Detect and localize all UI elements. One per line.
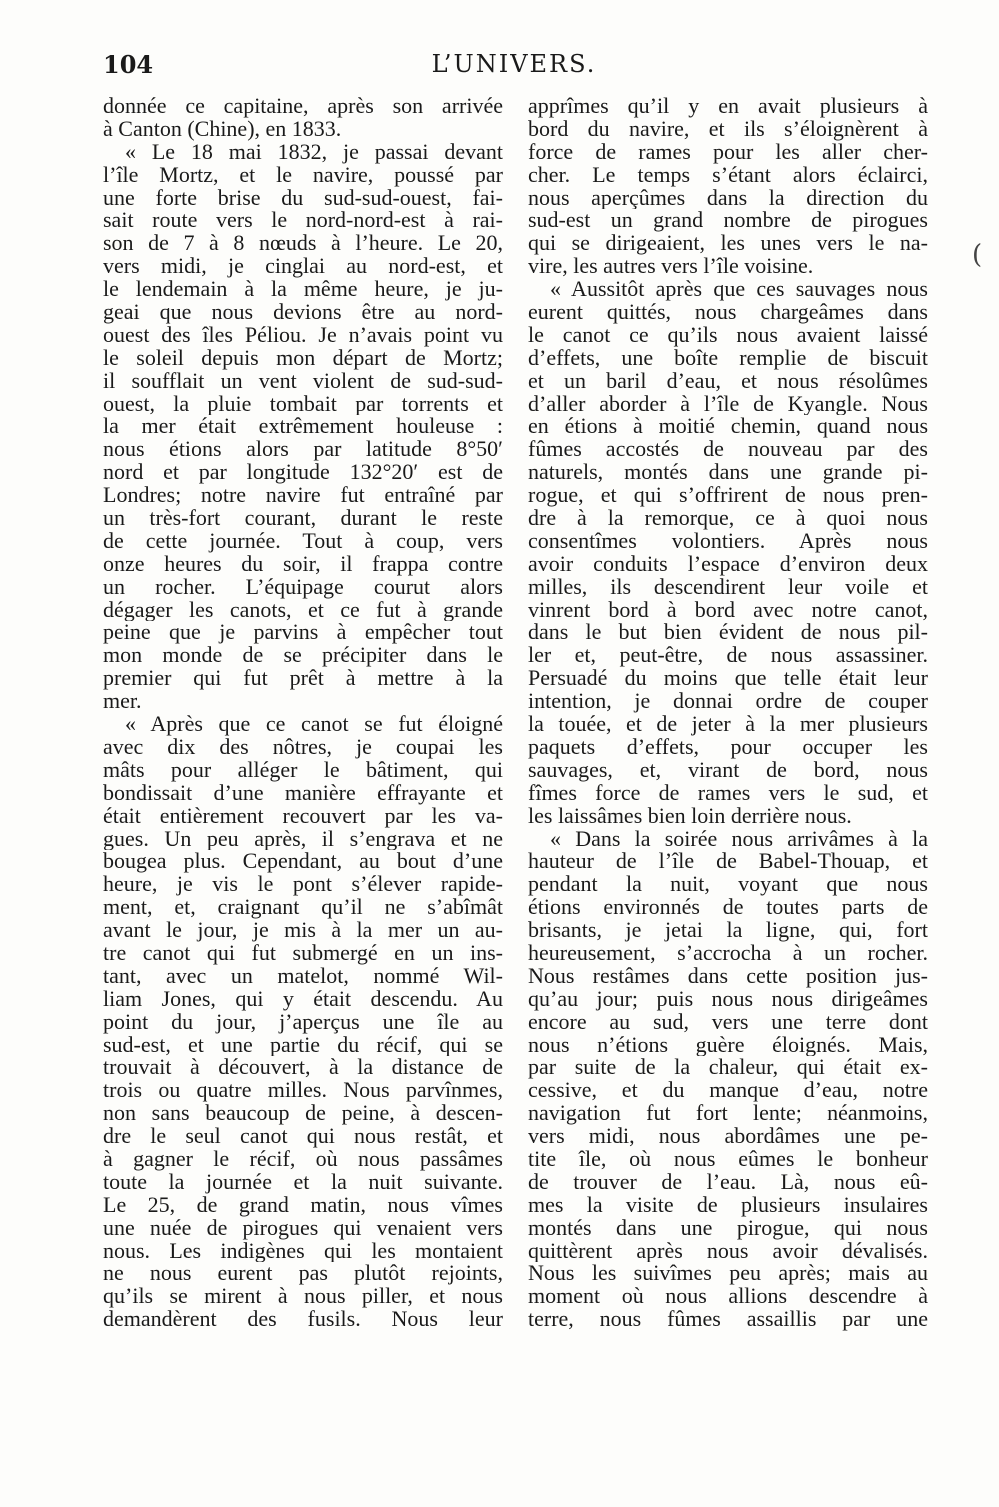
text-line: étions environnés de toutes parts de (528, 896, 928, 920)
text-line: sait route vers le nord-nord-est à rai- (103, 209, 503, 233)
text-line: « Aussitôt après que ces sauvages nous (550, 278, 928, 302)
text-line: paquets d’effets, pour occuper les (528, 735, 928, 759)
text-line: dégager les canots, et ce fut à grande (103, 598, 503, 622)
text-line: était entièrement recouvert par les va- (103, 804, 503, 828)
text-line: nous aperçûmes dans la direction du (528, 186, 928, 210)
text-line: Persuadé du moins que telle était leur (528, 667, 928, 691)
text-line: onze heures du soir, il frappa contre (103, 552, 503, 576)
text-line: d’aller aborder à l’île de Kyangle. Nous (528, 392, 928, 416)
text-line: « Dans la soirée nous arrivâmes à la (550, 827, 928, 851)
text-line: qui se dirigeaient, les unes vers le na- (528, 232, 928, 256)
text-line: « Après que ce canot se fut éloigné (125, 713, 503, 736)
text-line: mon monde de se précipiter dans le (103, 644, 503, 668)
text-line: tre canot qui fut submergé en un ins- (103, 941, 503, 965)
text-line: Nous restâmes dans cette position jus- (528, 964, 928, 988)
text-line: gues. Un peu après, il s’engrava et ne (103, 827, 503, 851)
text-line: nous. Les indigènes qui les montaient (103, 1239, 503, 1263)
text-line: le canot ce qu’ils nous avaient laissé (528, 323, 928, 347)
text-line: point du jour, j’aperçus une île au (103, 1010, 503, 1034)
text-line: vinrent bord à bord avec notre canot, (528, 598, 928, 622)
text-line: ler et, peut-être, de nous assassiner. (528, 644, 928, 668)
text-line: à Canton (Chine), en 1833. (103, 117, 342, 141)
right-text-column (528, 95, 928, 1331)
text-line: terre, nous fûmes assaillis par une (528, 1308, 928, 1332)
text-line: Nous les suivîmes peu après; mais au (528, 1262, 928, 1286)
text-line: quittèrent après nous avoir dévalisés. (528, 1239, 928, 1263)
text-line: fûmes accostés de nouveau par des (528, 438, 928, 462)
text-line: un très-fort courant, durant le reste (103, 507, 503, 530)
text-line: la touée, et de jeter à la mer plusieurs (528, 713, 928, 736)
text-line: vire, les autres vers l’île voisine. (528, 255, 814, 279)
text-line: nous étions alors par latitude 8°50′ (103, 438, 503, 462)
text-line: fîmes force de rames vers le sud, et (528, 781, 928, 805)
text-line: ouest, la pluie tombait par torrents et (103, 392, 503, 416)
text-line: naturels, montés dans une grande pi- (528, 461, 928, 485)
text-line: tant, avec un matelot, nommé Wil- (103, 964, 503, 988)
text-line: navigation fut fort lente; néanmoins, (528, 1102, 928, 1126)
text-line: heure, je vis le pont s’élever rapide- (103, 873, 503, 897)
text-line: la mer était extrêmement houleuse : (103, 415, 503, 439)
text-line: bougea plus. Cependant, au bout d’une (103, 850, 503, 874)
text-line: de cette journée. Tout à coup, vers (103, 529, 503, 553)
text-line: tite île, où nous eûmes le bonheur (528, 1147, 928, 1171)
text-line: peine que je parvins à empêcher tout (103, 621, 503, 645)
text-line: liam Jones, qui y était descendu. Au (103, 987, 503, 1011)
text-line: dre à la remorque, ce à quoi nous (528, 507, 928, 530)
text-line: Londres; notre navire fut entraîné par (103, 484, 503, 508)
text-line: moment où nous allions descendre à (528, 1285, 928, 1309)
text-line: donnée ce capitaine, après son arrivée (103, 95, 503, 118)
text-line: avec dix des nôtres, je coupai les (103, 735, 503, 759)
text-line: apprîmes qu’il y en avait plusieurs à (528, 95, 928, 118)
text-line: le soleil depuis mon départ de Mortz; (103, 346, 503, 370)
text-line: vers midi, nous abordâmes une pe- (528, 1125, 928, 1148)
text-line: l’île Mortz, et le navire, poussé par (103, 163, 503, 187)
text-line: nord et par longitude 132°20′ est de (103, 461, 503, 485)
text-line: non sans beaucoup de peine, à descen- (103, 1102, 503, 1126)
running-title: L’UNIVERS. (431, 50, 597, 78)
text-line: force de rames pour les aller cher- (528, 140, 928, 164)
text-line: hauteur de l’île de Babel-Thouap, et (528, 850, 928, 874)
text-line: par suite de la chaleur, qui était ex- (528, 1056, 928, 1080)
text-line: le lendemain à la même heure, je ju- (103, 278, 503, 302)
page-number: 104 (103, 50, 154, 79)
text-line: encore au sud, vers une terre dont (528, 1010, 928, 1034)
text-line: il soufflait un vent violent de sud-sud- (103, 369, 503, 393)
text-line: brisants, je jetai la ligne, qui, fort (528, 919, 928, 942)
text-line: ne nous eurent pas plutôt rejoints, (103, 1262, 503, 1286)
text-line: mer. (103, 690, 142, 714)
text-line: bord du navire, et ils s’éloignèrent à (528, 117, 928, 141)
text-line: son de 7 à 8 nœuds à l’heure. Le 20, (103, 232, 503, 256)
text-line: intention, je donnai ordre de couper (528, 690, 928, 714)
text-line: milles, ils descendirent leur voile et (528, 575, 928, 599)
text-line: sauvages, et, virant de bord, nous (528, 758, 928, 782)
text-line: pendant la nuit, voyant que nous (528, 873, 928, 897)
text-line: cher. Le temps s’étant alors éclairci, (528, 163, 928, 187)
text-line: vers midi, je cinglai au nord-est, et (103, 255, 503, 279)
text-line: sud-est, et une partie du récif, qui se (103, 1033, 503, 1057)
text-line: dre le seul canot qui nous restât, et (103, 1125, 503, 1148)
text-line: heureusement, s’accrocha à un rocher. (528, 941, 928, 965)
text-line: d’effets, une boîte remplie de biscuit (528, 346, 928, 370)
text-line: toute la journée et la nuit suivante. (103, 1170, 503, 1194)
text-line: dans le but bien évident de nous pil- (528, 621, 928, 645)
text-line: Le 25, de grand matin, nous vîmes (103, 1193, 503, 1217)
text-line: un rocher. L’équipage courut alors (103, 575, 503, 599)
text-line: qu’au jour; puis nous nous dirigeâmes (528, 987, 928, 1011)
text-line: premier qui fut prêt à mettre à la (103, 667, 503, 691)
text-line: une forte brise du sud-sud-ouest, fai- (103, 186, 503, 210)
text-line: trois ou quatre milles. Nous parvînmes, (103, 1079, 503, 1103)
text-line: les laissâmes bien loin derrière nous. (528, 804, 852, 828)
text-line: consentîmes volontiers. Après nous (528, 529, 928, 553)
text-line: sud-est un grand nombre de pirogues (528, 209, 928, 233)
text-line: avoir conduits l’espace d’environ deux (528, 552, 928, 576)
text-line: montés dans une pirogue, qui nous (528, 1216, 928, 1240)
margin-mark: ( (972, 240, 983, 270)
text-line: ouest des îles Péliou. Je n’avais point vu (103, 323, 503, 347)
text-line: mâts pour alléger le bâtiment, qui (103, 758, 503, 782)
text-line: à gagner le récif, où nous passâmes (103, 1147, 503, 1171)
text-line: nous n’étions guère éloignés. Mais, (528, 1033, 928, 1057)
text-line: qu’ils se mirent à nous piller, et nous (103, 1285, 503, 1309)
text-line: mes la visite de plusieurs insulaires (528, 1193, 928, 1217)
text-line: ment, et, craignant qu’il ne s’abîmât (103, 896, 503, 920)
text-line: « Le 18 mai 1832, je passai devant (125, 140, 503, 164)
text-line: geai que nous devions être au nord- (103, 301, 503, 324)
text-line: cessive, et du manque d’eau, notre (528, 1079, 928, 1103)
text-line: une nuée de pirogues qui venaient vers (103, 1216, 503, 1240)
text-line: et un baril d’eau, et nous résolûmes (528, 369, 928, 393)
text-line: demandèrent des fusils. Nous leur (103, 1308, 503, 1332)
text-line: trouvait à découvert, à la distance de (103, 1056, 503, 1080)
text-line: de trouver de l’eau. Là, nous eû- (528, 1170, 928, 1194)
text-line: bondissait d’une manière effrayante et (103, 781, 503, 805)
page-header (103, 50, 925, 86)
left-text-column (103, 95, 503, 1331)
text-line: en étions à moitié chemin, quand nous (528, 415, 928, 439)
text-line: rogue, et qui s’offrirent de nous pren- (528, 484, 928, 508)
text-line: avant le jour, je mis à la mer un au- (103, 919, 503, 942)
text-line: eurent quittés, nous chargeâmes dans (528, 301, 928, 324)
